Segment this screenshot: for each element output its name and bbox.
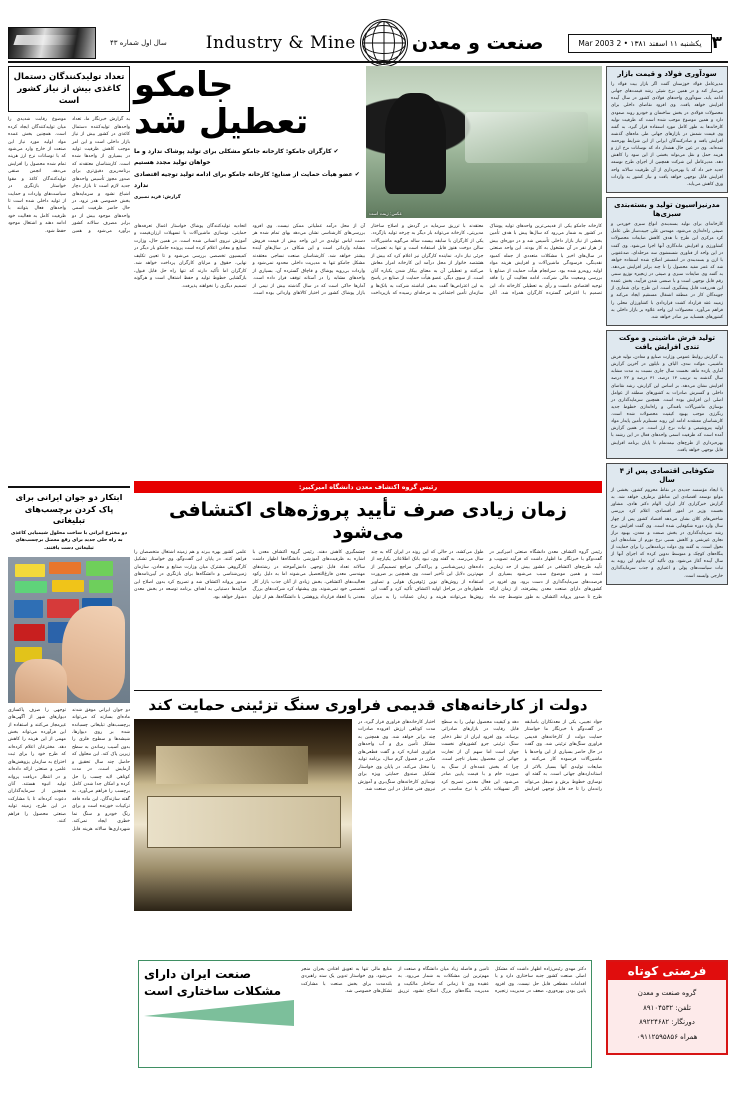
advertisement-box[interactable] — [606, 960, 728, 1055]
sidebar-story-vegetables — [606, 197, 728, 326]
publication-logo-icon — [8, 27, 96, 59]
lead-story-body: کارخانه جامکو یکی از قدیمی‌ترین واحدهای تولید پوشاک در کشور به شمار می‌رود که سال‌ها پیش با هدف تأمین بخشی از نیاز بازار داخلی تأسیس شد و در دوره‌ای بیش از هزار نفر در آن مشغول به کار بودند. این واحد صنعتی در سال‌های اخیر با مشکلات متعددی از جمله کمبود نقدینگی، فرسودگی ماشین‌آلات و افزایش هزینه مواد اولیه روبه‌رو شده بود. سرانجام هیأت حمایت از صنایع با بررسی وضعیت مالی شرکت، ادامه فعالیت آن را فاقد توجیه اقتصادی دانست و رأی به تعطیلی کارخانه داد. این تصمیم با اعتراض گسترده کارگران همراه شد. آنان معتقدند با تزریق سرمایه در گردش و اصلاح ساختار مدیریتی، کارخانه می‌تواند بار دیگر به چرخه تولید بازگردد. یکی از کارگران با سابقه بیست ساله می‌گوید ماشین‌آلات سالن دوخت هنوز قابل استفاده است و تنها به تعمیرات جزئی نیاز دارد. نماینده کارگران نیز اعلام کرد که بیش از هشتصد خانوار از محل درآمد این کارخانه امرار معاش می‌کنند و تعطیلی آن به معنای بیکار شدن یکباره آنان است. از سوی دیگر، عضو هیأت حمایت از صنایع در پاسخ به این اعتراض‌ها گفت بدهی انباشته شرکت به بانک‌ها و سازمان تأمین اجتماعی به مرحله‌ای رسیده که بازپرداخت آن از محل درآمد عملیاتی ممکن نیست. وی افزود بررسی‌های کارشناسی نشان می‌دهد بهای تمام شده هر دست لباس تولیدی در این واحد بیش از قیمت فروش مشابه وارداتی است و این شکاف در سال‌های آینده بیشتر خواهد شد. کارشناسان صنعت نساجی معتقدند مشکل جامکو تنها به مدیریت داخلی محدود نمی‌شود و واردات بی‌رویه پوشاک و قاچاق گسترده آن، بسیاری از واحدهای مشابه را در آستانه توقف قرار داده است. آمارها حاکی است که در سال گذشته بیش از نیمی از بازار پوشاک کشور در اختیار کالاهای وارداتی بوده است. اتحادیه تولیدکنندگان پوشاک خواستار اعمال تعرفه‌های حمایتی، نوسازی ماشین‌آلات با تسهیلات ارزان‌قیمت و آموزش نیروی انسانی شده است. در همین حال، وزارت صنایع و معادن اعلام کرده است پرونده جامکو بار دیگر در کمیسیون تخصصی بررسی می‌شود و تا تعیین تکلیف نهایی، حقوق و مزایای کارگران پرداخت خواهد شد. کارگران اما تأکید دارند که تنها راه حل قابل قبول، بازگشایی خطوط تولید و حفظ اشتغال است و هرگونه تصمیم دیگری را نخواهند پذیرفت. — [134, 224, 602, 296]
left-story-headline: تعداد تولیدکنندگان دستمال کاغذی بیش از نیاز کشور است — [8, 66, 130, 112]
issue-number: سال اول شماره ۴۳ — [110, 39, 167, 47]
sidebar-story-title: مدرنیزاسیون تولید و بسته‌بندی سبزی‌ها — [614, 200, 720, 219]
ad-phone: تلفن: ۸۹۱۰۴۵۳۲ — [643, 1003, 691, 1012]
issue-date: یکشنبه ۱۱ اسفند ۱۳۸۱ • 2 Mar 2003 — [568, 34, 711, 53]
photo-jamco-factory — [366, 66, 602, 218]
ad-banner-title: فرصتی کوتاه — [608, 962, 726, 980]
sidebar-story-economy — [606, 463, 728, 585]
sidebar-story-body: کارخانه‌ای برای تولید بسته‌بندی انواع سبزی خوردنی و صیفی راه‌اندازی می‌شود. مهندس علی جبیت‌ساز طی عامل کرد مرکزی این طرح با هدف کاهش ضایعات محصولات کشاورزی و افزایش ماندگاری آنها اجرا می‌شود. وی گفت در این واحد از فناوری شستشوی سه مرحله‌ای، ضدعفونی با ازن و بسته‌بندی در اتمسفر اصلاح شده استفاده خواهد شد که عمر مفید محصول را تا چند برابر افزایش می‌دهد. به گفته وی ضایعات سبزی و صیفی در زنجیره توزیع سنتی رقم قابل توجهی است و با صنعتی شدن فرآیند، بخش عمده این هدررفت قابل پیشگیری است. این طرح برای شماری از جویندگان کار در منطقه اشتغال مستقیم ایجاد می‌کند و زمینه عقد قرارداد کشت قراردادی با کشاورزان محلی را فراهم می‌آورد. محصولات این واحد علاوه بر بازار داخلی به کشورهای همسایه نیز صادر خواهد شد. — [611, 222, 723, 320]
ad-fax: دورنگار: ۸۹۲۲۴۶۸۲ — [639, 1018, 695, 1027]
sidebar-story-carpet — [606, 330, 728, 459]
page-number: ۳ — [711, 33, 722, 53]
left-sidebar — [8, 66, 130, 1097]
green-box-title: صنعت ایران دارای مشکلات ساختاری است — [144, 967, 282, 998]
right-sidebar — [606, 66, 728, 589]
left-story2-body: دو جوان ایرانی موفق شدند ماده‌ای بسازند که می‌تواند برچسب‌های تبلیغاتی چسبانده شده بر روی دیوارها، شیشه‌ها و سطوح فلزی را بدون آسیب رساندن به سطح زیرین پاک کند. این محلول که حاصل چند سال تحقیق و آزمایش است، در مدت کوتاهی لایه چسب را حل کرده و امکان جدا شدن کامل برچسب را فراهم می‌آورد. به گفته سازندگان، این ماده فاقد ترکیبات خورنده است و برای رنگ خودرو و سنگ نما خطری ایجاد نمی‌کند. شهرداری‌ها سالانه هزینه قابل توجهی را صرف پاکسازی دیوارهای شهر از آگهی‌های غیرمجاز می‌کنند و استفاده از این فرآورده می‌تواند بخش مهمی از این هزینه را کاهش دهد. مخترعان اعلام کرده‌اند که طرح خود را برای ثبت اختراع به سازمان پژوهش‌های علمی و صنعتی ارائه داده‌اند و در انتظار دریافت پروانه تولید انبوه هستند. آنان همچنین از سرمایه‌گذاران دعوت کرده‌اند تا با مشارکت در این طرح، زمینه تولید صنعتی محصول را فراهم کنند. — [8, 707, 130, 832]
sidebar-story-title: تولید فرش ماشینی و موکت تندی افزایش یافت — [618, 333, 716, 351]
green-box-body: دکتر مهدی رئیس‌زاده اظهار داشت که مشکل اصلی صنعت کشور جنبه ساختاری دارد و با اقدامات مقطعی قابل حل نیست. وی افزود پایین بودن بهره‌وری، ضعف در مدیریت زنجیره تأمین و فاصله زیاد میان دانشگاه و صنعت از مهم‌ترین این مشکلات به شمار می‌رود. به عقیده وی تا زمانی که ساختار مالکیت و مدیریت بنگاه‌های بزرگ اصلاح نشود، تزریق منابع مالی تنها به تعویق افتادن بحران منجر می‌شود. وی خواستار تدوین یک سند راهبردی بلندمدت برای بخش صنعت با مشارکت تشکل‌های خصوصی شد. — [301, 967, 586, 995]
photo-stone-processing — [134, 719, 352, 911]
lead-bullet-1-text: کارگران جامکو: کارخانه جامکو مشکلی برای تولید پوشاک ندارد و ما خواهان تولید مجدد هستیم — [134, 148, 332, 166]
feature2-body: جواد نجیبی، یکی از معدنکاران باسابقه در گفت‌وگو با خبرنگار ما خواستار حمایت دولت از کارخانه‌های قدیمی فراوری سنگ‌های تزئینی شد. وی گفت در حال حاضر بسیاری از این واحدها با ماشین‌آلات فرسوده کار می‌کنند و ضایعات تولیدی آنها بسیار بالاتر از استانداردهای جهانی است. به گفته او، نوسازی خطوط برش و صیقل می‌تواند راندمان را تا حد قابل توجهی افزایش دهد و کیفیت محصول نهایی را به سطح قابل رقابت در بازارهای صادراتی برساند. وی افزود ایران از نظر ذخایر سنگ تزئینی جزو کشورهای نخست جهان است اما سهم آن از تجارت جهانی این محصول بسیار ناچیز است، چرا که بخش عمده‌ای از سنگ به صورت خام و با قیمت پایین صادر می‌شود. این فعال معدنی تصریح کرد اگر تسهیلات بانکی با نرخ مناسب در اختیار کارخانه‌های فراوری قرار گیرد، در مدت کوتاهی ارزش افزوده صادرات چند برابر خواهد شد. وی همچنین به مشکل تأمین برق و آب واحدهای فراوری اشاره کرد و گفت قطعی‌های مکرر در فصول گرم سال، برنامه تولید را مختل می‌کند. در پایان وی خواستار تشکیل صندوق حمایتی ویژه برای نوسازی کارخانه‌های سنگ‌بری و آموزش نیروی فنی شاغل در این صنعت شد. — [358, 720, 602, 792]
sidebar-story-steel — [606, 66, 728, 193]
sidebar-story-title: سودآوری فولاد و قیمت بازار — [617, 70, 717, 78]
lead-byline: گزارش: فرید نصیری — [134, 195, 181, 201]
photo-sticker-removal — [8, 557, 130, 703]
photo-caption: عکس: زینت است — [369, 212, 403, 217]
masthead — [8, 26, 728, 60]
ad-mobile: همراه ۰۹۱۱۲۵۹۵۸۵۶ — [636, 1033, 698, 1042]
left-story-body: به گزارش خبرنگار ما، تعداد واحدهای تولیدکننده دستمال کاغذی در کشور بیش از نیاز بازار داخلی است و این امر موجب کاهش ظرفیت تولید در بسیاری از واحدها شده است. کارشناسان معتقدند که برنامه‌ریزی دقیق‌تری برای صدور مجوز تأسیس واحدهای جدید لازم است تا بازار دچار اشباع نشود و سرمایه‌های بخش خصوصی هدر نرود. در حال حاضر ظرفیت اسمی واحدهای موجود بیش از دو برابر مصرف سالانه کشور برآورد می‌شود و همین موضوع رقابت شدیدی را میان تولیدکنندگان ایجاد کرده است. همچنین بخش عمده مواد اولیه مورد نیاز این صنعت از خارج وارد می‌شود که با نوسانات نرخ ارز هزینه تمام شده محصول را افزایش می‌دهد. انجمن صنفی تولیدکنندگان کاغذ و مقوا خواستار بازنگری در سیاست‌های واردات و حمایت از تولید داخلی شده است تا واحدهای فعال بتوانند با ظرفیت کامل به فعالیت خود ادامه دهند و اشتغال موجود حفظ شود. — [8, 117, 130, 234]
main-column — [134, 66, 602, 929]
masthead-rule — [8, 61, 728, 63]
sidebar-story-title: شکوفایی اقتصادی پس از ۴ سال — [619, 466, 715, 484]
lead-headline-line2: تعطیل شد — [134, 101, 309, 142]
triangle-decoration-icon — [144, 1000, 294, 1026]
feature1-headline: زمان زیادی صرف تأیید پروژه‌های اکتشافی می‌شود — [169, 499, 567, 543]
feature1-kicker: رئیس گروه اکتشاف معدن دانشگاه امیرکبیر: — [134, 481, 602, 493]
title-english: Industry & Mine — [205, 33, 356, 53]
masthead-title — [181, 19, 569, 67]
sidebar-story-body: با ایجاد مؤسسه جدیدی در نقاط محروم کشور، بخشی از موانع توسعه اقتصادی این مناطق برطرف خواهد شد. به گزارش خبرگزاری کار ایران، الهام دکتر هادی، مشاور نخست وزیر در امور اقتصادی، اعلام کرد بررسی شاخص‌های کلان نشان می‌دهد اقتصاد کشور پس از چهار سال وارد دوره شکوفایی شده است. وی گفت افزایش نرخ رشد سرمایه‌گذاری در بخش صنعت و معدن، بهبود تراز تجاری غیرنفتی و کاهش نسبی نرخ تورم از نشانه‌های این تحول است. به گفته وی دولت برنامه‌هایی را برای حمایت از بنگاه‌های کوچک و متوسط تدوین کرده که اجرای آنها از سال آینده آغاز می‌شود. وی تأکید کرد تداوم این روند به ثبات سیاست‌های پولی و اعتباری و جذب سرمایه‌گذاری خارجی وابسته است. — [611, 488, 723, 579]
feature1-body: رئیس گروه اکتشاف معدن دانشگاه صنعتی امیرکبیر در گفت‌وگو با خبرنگار ما اظهار داشت که فرآیند تصویب و تأیید طرح‌های اکتشافی در کشور بیش از حد زمان‌بر است و همین موضوع سبب می‌شود بسیاری از فرصت‌های سرمایه‌گذاری از دست برود. وی افزود در کشورهای دارای صنعت معدن پیشرفته، از زمان ارائه طرح تا صدور پروانه اکتشاف به طور متوسط چند ماه طول می‌کشد، در حالی که این روند در ایران گاه به چند سال می‌رسد. به گفته وی، نبود بانک اطلاعاتی یکپارچه از داده‌های زمین‌شناسی و پراکندگی مراجع تصمیم‌گیر از مهم‌ترین دلایل این تأخیر است. وی همچنین بر ضرورت استفاده از روش‌های نوین ژئوفیزیک هوایی و تصاویر ماهواره‌ای در مراحل اولیه اکتشاف تأکید کرد و گفت این روش‌ها می‌توانند هزینه و زمان عملیات را به میزان چشمگیری کاهش دهند. رئیس گروه اکتشاف معدن با اشاره به ظرفیت‌های آموزشی دانشگاه‌ها اظهار داشت سالانه تعداد قابل توجهی دانش‌آموخته در رشته‌های مهندسی معدن فارغ‌التحصیل می‌شوند اما به دلیل رکود فعالیت‌های اکتشافی، بخش زیادی از آنان جذب بازار کار تخصصی خود نمی‌شوند. وی پیشنهاد کرد شرکت‌های بزرگ معدنی با انعقاد قرارداد پژوهشی با دانشگاه‌ها، هم از توان علمی کشور بهره ببرند و هم زمینه اشتغال متخصصان را فراهم کنند. در پایان این گفت‌وگو، وی خواستار تشکیل کارگروهی مشترک میان وزارت صنایع و معادن، سازمان زمین‌شناسی و دانشگاه‌ها برای بازنگری در آیین‌نامه‌های صدور پروانه اکتشاف شد و تصریح کرد بدون اصلاح این فرآیندها دستیابی به اهداف برنامه توسعه در بخش معدن دشوار خواهد بود. — [134, 550, 602, 600]
sidebar-story-body: به گزارش روابط عمومی وزارت صنایع و معادن، تولید فرش ماشینی، موکت تندی، الیاف و نایلون در آخرین گزارش آماری یازده ماهه نخست سال جاری نسبت به مدت مشابه سال گذشته به ترتیب ۱۳ درصد، ۳۱ درصد و ۲۲ درصد افزایش نشان می‌دهد. بر اساس این گزارش، رشد تقاضای داخلی و گسترش صادرات به کشورهای منطقه از عوامل اصلی این افزایش بوده است. همچنین سرمایه‌گذاری در نوسازی ماشین‌آلات بافندگی و راه‌اندازی خطوط جدید رنگرزی موجب بهبود کیفیت محصولات شده است. کارشناسان معتقدند ادامه این روند مستلزم تأمین پایدار مواد اولیه پتروشیمی و ثبات نرخ ارز است. در همین گزارش آمده است که ظرفیت اسمی واحدهای فعال در این رشته با بهره‌برداری از طرح‌های نیمه‌تمام تا پایان برنامه افزایش قابل توجهی خواهد یافت. — [611, 355, 723, 453]
lead-bullet-2: ✔ عضو هیأت حمایت از صنایع: کارخانه جامکو برای ادامه تولید توجیه اقتصادی ندارد — [134, 171, 360, 189]
feature2-headline: دولت از کارخانه‌های قدیمی فراوری سنگ تزئینی حمایت کند — [148, 696, 588, 714]
left-story2-headline: ابتکار دو جوان ایرانی برای پاک کردن برچسب‌های تبلیغاتی — [15, 492, 123, 526]
lead-bullet-2-text: عضو هیأت حمایت از صنایع: کارخانه جامکو برای ادامه تولید توجیه اقتصادی ندارد — [134, 171, 353, 189]
left-story2-lead: دو مخترع ایرانی با ساخت محلول شیمیایی کاغذی به راه حلی جدید برای رفع معضل برچسب‌های تبلیغاتی دست یافتند. — [10, 530, 128, 551]
title-farsi: صنعت و معدن — [411, 32, 544, 54]
globe-icon — [360, 19, 408, 67]
lead-bullet-1: ✔ کارگران جامکو: کارخانه جامکو مشکلی برای تولید پوشاک ندارد و ما خواهان تولید مجدد هستیم — [134, 148, 339, 166]
ad-group-name: گروه صنعت و معدن — [637, 989, 697, 997]
sidebar-story-body: مدیرعامل فولاد خوزستان گفت اگر بازار بیت فولاد را می‌ساز کند و در همین نرخ شیئی رشد قیمت‌های جهانی ادامه یابد، سودآوری واحدهای فولادی کشور در سال آینده افزایش خواهد یافت. وی افزود تقاضای داخلی برای محصولات فولادی در بخش ساختمان و خودرو روند صعودی دارد و همین موضوع موجب شده است که ظرفیت تولید کارخانه‌ها به طور کامل مورد استفاده قرار گیرد. به گفته وی قیمت شمش در بازارهای جهانی طی ماه‌های گذشته افزایش یافته و صادرکنندگان ایرانی از این شرایط بهره‌مند شده‌اند. وی در عین حال هشدار داد که نوسانات نرخ ارز و هزینه حمل و نقل می‌تواند بخشی از این سود را کاهش دهد. مدیرعامل این شرکت همچنین از اجرای طرح توسعه جدید خبر داد که با بهره‌برداری از آن ظرفیت سالانه واحد افزایش قابل توجهی خواهد یافت و نیاز کشور به واردات ورق کاهش می‌یابد. — [611, 82, 723, 187]
lead-headline-line1: جامکو — [134, 65, 234, 105]
green-feature-box — [138, 960, 592, 1068]
